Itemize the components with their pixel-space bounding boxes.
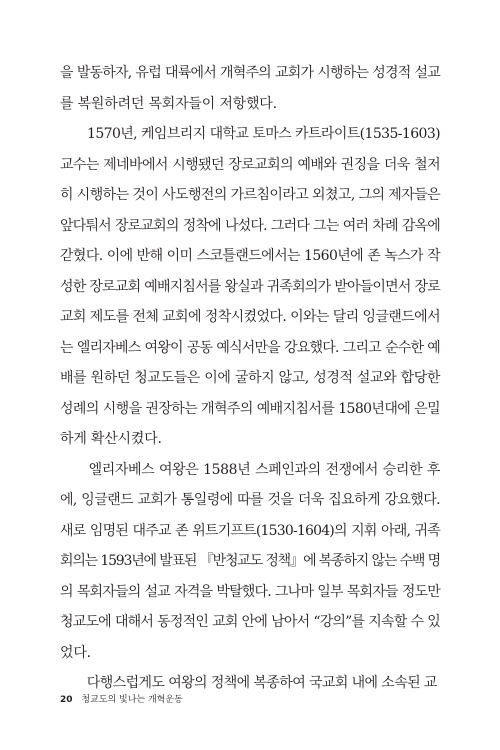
- text-line: 청교도에 대해서 동정적인 교회 안에 남아서 “강의”를 지속할 수 있: [60, 614, 440, 630]
- text-line: 는 엘리자베스 여왕이 공동 예식서만을 강요했다. 그리고 순수한 예: [60, 339, 440, 356]
- running-title: 청교도의 빛나는 개혁운동: [81, 695, 183, 705]
- text-line: 성례의 시행을 권장하는 개혁주의 예배지침서를 1580년대에 은밀: [60, 400, 440, 417]
- text-line: 갇혔다. 이에 반해 이미 스코틀랜드에서는 1560년에 존 녹스가 작: [60, 248, 440, 264]
- text-line: 하게 확산시켰다.: [60, 431, 162, 447]
- text-line: 었다.: [60, 644, 91, 661]
- text-line: 의 목회자들의 설교 자격을 박탈했다. 그나마 일부 목회자들 정도만: [60, 583, 440, 600]
- text-line: 교수는 제네바에서 시행됐던 장로교회의 예배와 권징을 더욱 철저: [60, 156, 440, 173]
- text-line: 1570년, 케임브리지 대학교 토마스 카트라이트(1535-1603): [60, 126, 440, 142]
- paragraph: [60, 119, 440, 455]
- text-line: 교회 제도를 전체 교회에 정착시켰었다. 이와는 달리 잉글랜드에서: [60, 309, 440, 325]
- text-line: 엘리자베스 여왕은 1588년 스페인과의 전쟁에서 승리한 후: [60, 461, 440, 478]
- page-footer: [60, 692, 183, 705]
- text-line: 회의는 1593년에 발표된 『반청교도 정책』에 복종하지 않는 수백 명: [60, 553, 440, 569]
- paragraph: [60, 58, 440, 119]
- text-line: 히 시행하는 것이 사도행전의 가르침이라고 외쳤고, 그의 제자들은: [60, 187, 440, 203]
- text-line: 에, 잉글랜드 교회가 통일령에 따를 것을 더욱 집요하게 강요했다.: [60, 492, 440, 508]
- text-line: 다행스럽게도 여왕의 정책에 복종하여 국교회 내에 소속된 교: [60, 675, 437, 691]
- page-number: 20: [60, 695, 73, 705]
- text-line: 배를 원하던 청교도들은 이에 굴하지 않고, 성경적 설교와 합당한: [60, 370, 440, 386]
- text-line: 을 발동하자, 유럽 대륙에서 개혁주의 교회가 시행하는 성경적 설교: [60, 65, 440, 81]
- text-line: 새로 임명된 대주교 존 위트기프트(1530-1604)의 지휘 아래, 귀족: [60, 522, 440, 539]
- paragraph: [60, 455, 440, 669]
- text-line: 를 복원하려던 목회자들이 저항했다.: [60, 95, 277, 112]
- page-body: [60, 58, 440, 699]
- text-line: 성한 장로교회 예배지침서를 왕실과 귀족회의가 받아들이면서 장로: [60, 278, 440, 295]
- text-line: 앞다퉈서 장로교회의 정착에 나섰다. 그러다 그는 여러 차례 감옥에: [60, 217, 440, 234]
